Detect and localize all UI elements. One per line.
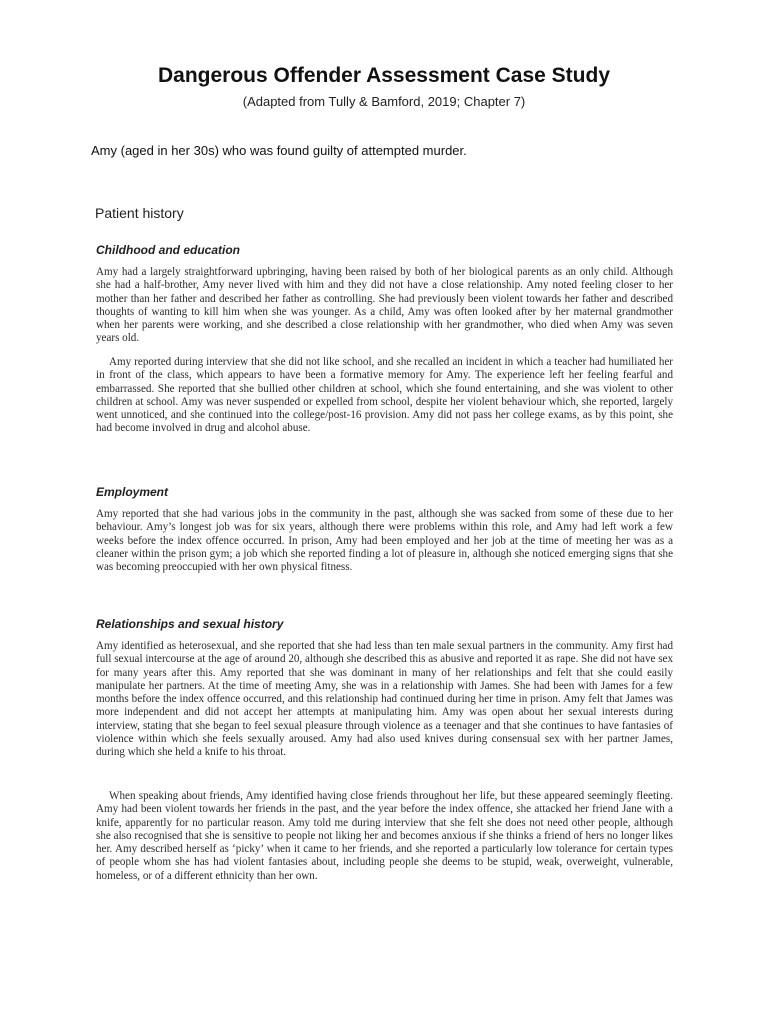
document-title: Dangerous Offender Assessment Case Study [157,64,611,87]
paragraph-childhood-1: Amy had a largely straightforward upbringing, having been raised by both of her biological parents as an only child. Although she had a half-brother, Amy never lived with him and they did not have a close relationship. Amy noted feeling closer to her mother than her father and described her father as controlling. She had previously been violent towards her father and described thoughts of wanting to kill him when she was younger. As a child, Amy was often looked after by her maternal grandmother when her parents were working, and she described a close relationship with her grandmother, who died when Amy was seven years old. [96,266,673,345]
paragraph-relationships-1: Amy identified as heterosexual, and she reported that she had less than ten male sexual partners in the community. Amy first had full sexual intercourse at the age of around 20, although she described this as abusive and reported it as rape. She did not have sex for many years after this. Amy reported that she was dominant in many of her relationships and felt that she could easily manipulate her partners. At the time of meeting Amy, she was in a relationship with James. She had been with James for a few months before the index offence occurred, and this relationship had continued during her time in prison. Amy felt that James was more independent and did not accept her attempts at manipulating him. Amy was open about her sexual interests during interview, stating that she began to feel sexual pleasure through violence as a teenager and that she continues to have fantasies of violence within which she feels sexually aroused. Amy had also used knives during consensual sex with her partner James, during which she held a knife to his throat. [96,640,673,759]
subheading-relationships: Relationships and sexual history [96,617,284,631]
paragraph-employment-1: Amy reported that she had various jobs in the community in the past, although she was sacked from some of these due to her behaviour. Amy’s longest job was for six years, although there were problems within this role, and Amy had left work a few weeks before the index offence occurred. In prison, Amy had been employed and her job at the time of meeting her was as a cleaner within the prison gym; a job which she reported finding a lot of pleasure in, although she noticed emerging signs that she was becoming preoccupied with her own physical fitness. [96,508,673,574]
subheading-childhood: Childhood and education [96,243,240,257]
section-heading-patient-history: Patient history [95,205,184,221]
subheading-employment: Employment [96,485,169,499]
paragraph-childhood-2: Amy reported during interview that she did not like school, and she recalled an incident in which a teacher had humiliated her in front of the class, which appears to have been a formative memory for Amy. The experience left her feeling fearful and embarrassed. She reported that she bullied other children at school, which she found entertaining, and she was violent to other children at school. Amy was never suspended or expelled from school, despite her violent behaviour which, she reported, largely went unnoticed, and she continued into the college/post-16 provision. Amy did not pass her college exams, as by this point, she had become involved in drug and alcohol abuse. [96,356,673,435]
paragraph-relationships-2: When speaking about friends, Amy identified having close friends throughout her life, but these appeared seemingly fleeting. Amy had been violent towards her friends in the past, and the year before the index offence, she attacked her friend Jane with a knife, apparently for no particular reason. Amy told me during interview that she felt she does not need other people, although she also recognised that she is sensitive to people not liking her and becomes anxious if she thinks a friend of hers no longer likes her. Amy described herself as ‘picky’ when it came to her friends, and she reported a particularly low tolerance for certain types of people whom she has had violent fantasies about, including people she deems to be stupid, weak, overweight, vulnerable, homeless, or of a different ethnicity than her own. [96,790,673,882]
intro-text: Amy (aged in her 30s) who was found guilty of attempted murder. [91,143,467,158]
document-subtitle: (Adapted from Tully & Bamford, 2019; Chapter 7) [242,94,526,109]
